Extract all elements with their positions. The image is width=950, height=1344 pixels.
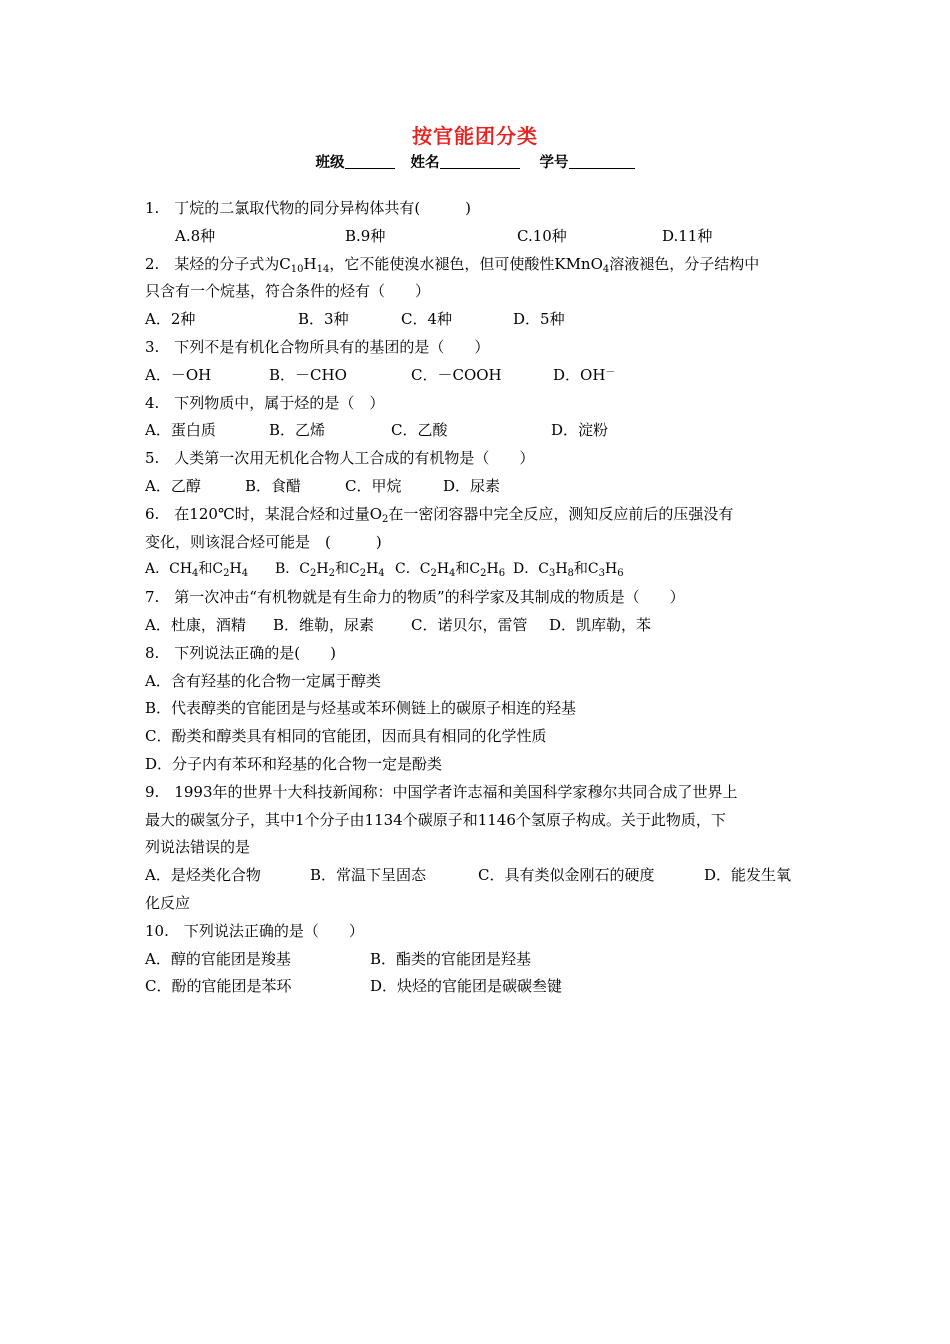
q6-b-m: H xyxy=(316,561,329,578)
q6-stem xyxy=(145,501,810,529)
q2-option-d: D．5种 xyxy=(513,310,565,329)
number-label: 学号 xyxy=(539,155,569,171)
q6-b-s3: 2 xyxy=(359,568,367,580)
q3-option-a: A．－OH xyxy=(145,365,212,384)
number-blank[interactable] xyxy=(569,153,635,169)
q6-a-s2: 2 xyxy=(223,568,230,580)
q6-b-m3: H xyxy=(366,561,379,578)
q2-sub1: 10 xyxy=(290,263,304,275)
q6-b-t: B．C xyxy=(275,561,310,578)
q6-stem-2 xyxy=(145,529,810,557)
q9-stem3-text: 列说法错误的是 xyxy=(145,838,251,857)
q1-stem xyxy=(145,195,810,223)
q9-option-d2-text: 化反应 xyxy=(145,893,191,912)
class-blank[interactable] xyxy=(345,153,395,169)
q1-option-a: A.8种 xyxy=(175,226,216,245)
q5-option-b: B．食醋 xyxy=(245,476,302,495)
q3-option-c: C．－COOH xyxy=(411,365,502,384)
q9-option-b: B．常温下呈固态 xyxy=(310,866,427,885)
q1-option-c: C.10种 xyxy=(517,226,567,245)
q8-option-a xyxy=(145,668,810,696)
name-blank[interactable] xyxy=(440,153,520,169)
q9-stem-2 xyxy=(145,807,810,835)
q6-d-m: H xyxy=(555,561,568,578)
q1-options xyxy=(145,223,810,251)
q6-d-s4: 6 xyxy=(617,568,624,580)
q10-option-b: B．酯类的官能团是羟基 xyxy=(370,949,532,968)
q7-stem-text: 7. 第一次冲击“有机物就是有生命力的物质”的科学家及其制成的物质是（ ） xyxy=(145,588,685,607)
q10-stem-text: 10. 下列说法正确的是（ ） xyxy=(145,921,364,940)
q2-sub3: 4 xyxy=(602,263,610,275)
q4-stem xyxy=(145,390,810,418)
q5-options xyxy=(145,473,810,501)
q2-sub2: 14 xyxy=(316,263,330,275)
q5-option-d: D．尿素 xyxy=(443,476,501,495)
q3-options xyxy=(145,362,810,390)
q6-a-t: A．CH xyxy=(145,561,193,578)
q3-option-b: B．－CHO xyxy=(269,365,347,384)
q10-option-a: A．醇的官能团是羧基 xyxy=(145,949,291,968)
q10-stem xyxy=(145,918,810,946)
q5-stem xyxy=(145,445,810,473)
q7-option-d: D．凯库勒，苯 xyxy=(549,615,652,634)
q8-option-a-text: A．含有羟基的化合物一定属于醇类 xyxy=(145,671,381,690)
q9-options xyxy=(145,862,810,890)
q2-option-b: B．3种 xyxy=(298,310,349,329)
q6-c-t: C．C xyxy=(395,561,431,578)
q4-options xyxy=(145,417,810,445)
q6-option-a xyxy=(145,556,275,584)
q9-stem-3 xyxy=(145,834,810,862)
q6-stem2-text: 变化，则该混合烃可能是 ( ) xyxy=(145,532,382,551)
name-label: 姓名 xyxy=(410,155,440,171)
q2-options xyxy=(145,306,810,334)
q9-option-d-cont xyxy=(145,890,810,918)
q8-option-c-text: C．酚类和醇类具有相同的官能团，因而具有相同的化学性质 xyxy=(145,727,547,746)
q6-b-s2: 2 xyxy=(328,568,335,580)
question-list xyxy=(145,195,810,1001)
q6-a-m: 和C xyxy=(198,561,224,578)
q2-stem-a: 2. 某烃的分子式为C xyxy=(145,254,291,273)
q5-option-c: C．甲烷 xyxy=(345,476,402,495)
q2-stem-b: H xyxy=(303,254,317,273)
q6-option-b xyxy=(275,556,395,584)
q4-option-a: A．蛋白质 xyxy=(145,421,216,440)
q7-option-a: A．杜康，酒精 xyxy=(145,615,246,634)
q6-b-s1: 2 xyxy=(310,568,317,580)
q6-d-m2: 和C xyxy=(573,561,599,578)
q8-option-d-text: D．分子内有苯环和羟基的化合物一定是酚类 xyxy=(145,754,443,773)
q2-option-c: C．4种 xyxy=(401,310,453,329)
q3-option-d-text: D．OH xyxy=(553,365,606,384)
q10-options-2 xyxy=(145,973,810,1001)
q9-stem1-text: 9. 1993年的世界十大科技新闻称：中国学者许志福和美国科学家穆尔共同合成了世界上 xyxy=(145,782,738,801)
q1-stem-text: 1. 丁烷的二氯取代物的同分异构体共有( ) xyxy=(145,199,472,217)
q2-stem xyxy=(145,251,810,279)
q8-option-c xyxy=(145,723,810,751)
q6-d-s2: 8 xyxy=(567,568,574,580)
q7-option-c: C．诺贝尔，雷管 xyxy=(411,615,528,634)
q6-a-s3: 4 xyxy=(241,568,249,580)
q4-option-d: D．淀粉 xyxy=(551,421,609,440)
q5-option-a: A．乙醇 xyxy=(145,476,201,495)
q6-c-s3: 2 xyxy=(480,568,487,580)
q3-option-d xyxy=(553,362,615,390)
title-text: 按官能团分类 xyxy=(412,124,538,148)
q2-stem-c: ，它不能使溴水褪色，但可使酸性KMnO xyxy=(329,254,603,273)
q8-stem xyxy=(145,640,810,668)
q6-stem-a: 6. 在120℃时，某混合烃和过量O xyxy=(145,504,383,523)
q6-c-m3: H xyxy=(486,561,499,578)
q4-option-b: B．乙烯 xyxy=(269,421,326,440)
q6-b-m2: 和C xyxy=(334,561,360,578)
q2-stem-2 xyxy=(145,278,810,306)
q6-c-s2: 4 xyxy=(449,568,456,580)
q1-option-d: D.11种 xyxy=(662,226,713,245)
q10-option-d: D．炔烃的官能团是碳碳叁键 xyxy=(370,977,563,996)
q4-stem-text: 4. 下列物质中，属于烃的是（ ） xyxy=(145,393,385,412)
q7-options xyxy=(145,612,810,640)
q6-d-t: D．C xyxy=(513,561,549,578)
q2-option-a: A．2种 xyxy=(145,310,196,329)
q10-options-1 xyxy=(145,946,810,974)
q2-stem2-text: 只含有一个烷基，符合条件的烃有（ ） xyxy=(145,282,431,301)
q7-option-b: B．维勒，尿素 xyxy=(273,615,375,634)
q1-option-b: B.9种 xyxy=(345,226,386,245)
q6-c-m: H xyxy=(436,561,450,578)
q6-d-s3: 3 xyxy=(598,568,605,580)
q7-stem xyxy=(145,584,810,612)
q6-d-s1: 3 xyxy=(548,568,556,580)
q6-a-s1: 4 xyxy=(192,568,199,580)
q6-stem-b: 在一密闭容器中完全反应，测知反应前后的压强没有 xyxy=(388,504,734,523)
q9-option-a: A．是烃类化合物 xyxy=(145,866,261,885)
q6-b-s4: 4 xyxy=(378,568,385,580)
q6-options xyxy=(145,556,810,584)
q6-c-m2: 和C xyxy=(455,561,481,578)
q8-option-d xyxy=(145,751,810,779)
q3-stem-text: 3. 下列不是有机化合物所具有的基团的是（ ） xyxy=(145,337,490,356)
q6-sub1: 2 xyxy=(382,513,389,525)
q4-option-c: C．乙酸 xyxy=(391,421,448,440)
q6-d-m3: H xyxy=(605,561,618,578)
q8-stem-text: 8. 下列说法正确的是( ) xyxy=(145,643,337,662)
q6-a-m2: H xyxy=(229,561,242,578)
q3-option-d-sup: － xyxy=(605,366,616,378)
q9-option-d: D．能发生氧 xyxy=(704,866,792,885)
student-info-line xyxy=(0,152,950,174)
q6-c-s4: 6 xyxy=(498,568,506,580)
q2-stem-d: 溶液褪色，分子结构中 xyxy=(609,254,760,273)
q8-option-b xyxy=(145,695,810,723)
page-title xyxy=(0,122,950,150)
q10-option-c: C．酚的官能团是苯环 xyxy=(145,977,292,996)
q9-stem-1 xyxy=(145,779,810,807)
q8-option-b-text: B．代表醇类的官能团是与烃基或苯环侧链上的碳原子相连的羟基 xyxy=(145,699,577,718)
q9-stem2-text: 最大的碳氢分子，其中1个分子由1134个碳原子和1146个氢原子构成。关于此物质，下 xyxy=(145,810,726,829)
q3-stem xyxy=(145,334,810,362)
q9-option-c: C．具有类似金刚石的硬度 xyxy=(478,866,655,885)
q6-option-d xyxy=(513,556,624,584)
class-label: 班级 xyxy=(315,155,345,171)
q5-stem-text: 5. 人类第一次用无机化合物人工合成的有机物是（ ） xyxy=(145,449,535,468)
q6-option-c xyxy=(395,556,513,584)
q6-c-s1: 2 xyxy=(430,568,437,580)
